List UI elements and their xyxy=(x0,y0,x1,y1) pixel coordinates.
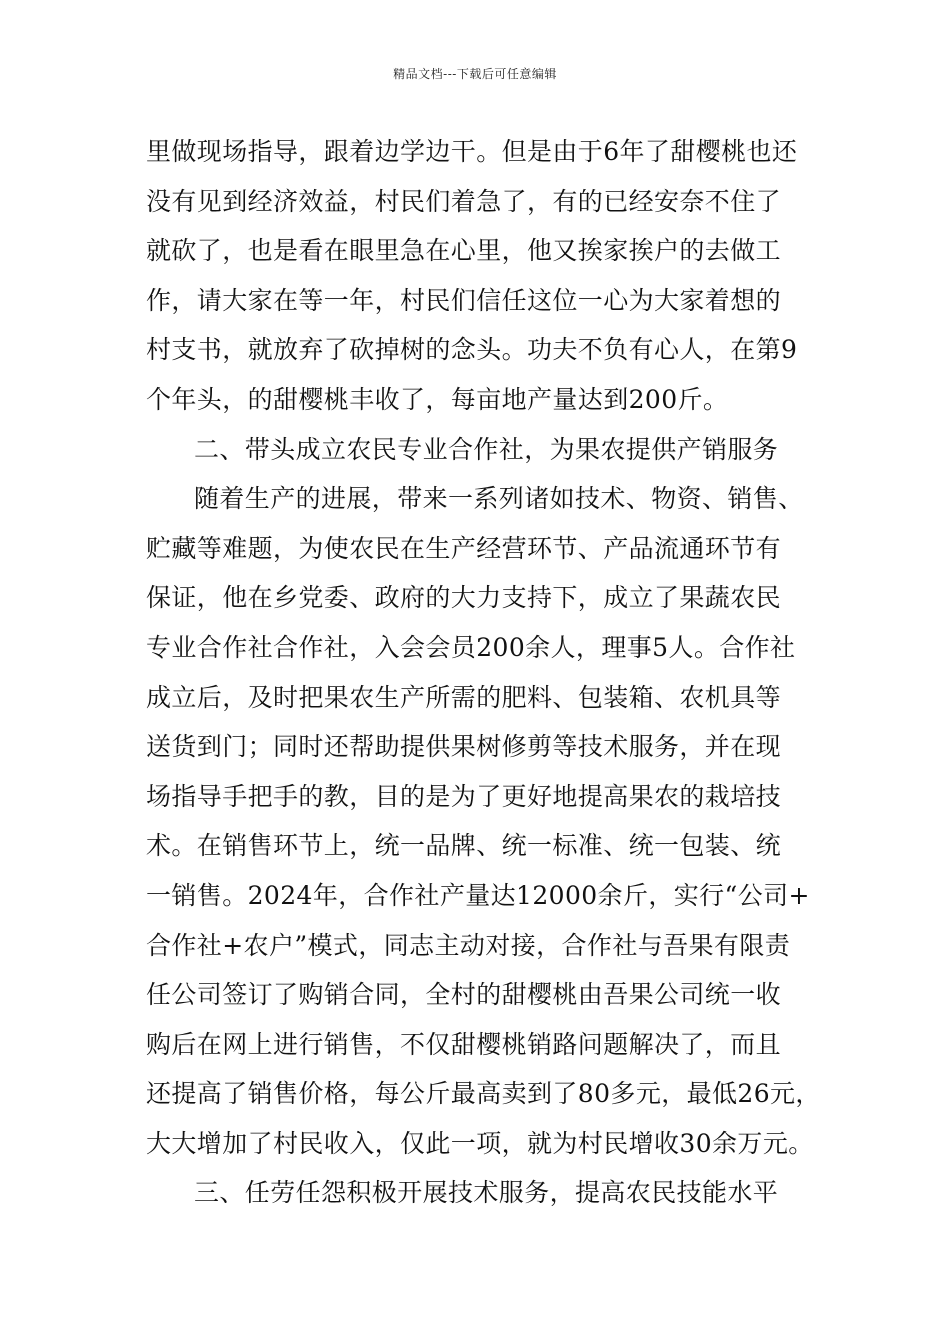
paragraph-line: 成立后，及时把果农生产所需的肥料、包装箱、农机具等 xyxy=(146,682,782,712)
paragraph-line: 没有见到经济效益，村民们着急了，有的已经安奈不住了 xyxy=(146,186,782,216)
paragraph-line: 作，请大家在等一年，村民们信任这位一心为大家着想的 xyxy=(146,285,782,315)
paragraph-line: 送货到门；同时还帮助提供果树修剪等技术服务，并在现 xyxy=(146,732,782,762)
paragraph-line: 大大增加了村民收入，仅此一项，就为村民增收30余万元。 xyxy=(146,1128,814,1158)
paragraph-line: 合作社+农户”模式，同志主动对接，合作社与吾果有限责 xyxy=(146,930,791,960)
page-header: 精品文档---下载后可任意编辑 xyxy=(393,67,557,81)
paragraph-line: 专业合作社合作社，入会会员200余人，理事5人。合作社 xyxy=(146,632,796,662)
document-body xyxy=(146,127,836,1218)
paragraph-line: 任公司签订了购销合同，全村的甜樱桃由吾果公司统一收 xyxy=(146,980,782,1010)
paragraph-line: 保证，他在乡党委、政府的大力支持下，成立了果蔬农民 xyxy=(146,583,782,613)
paragraph-line: 村支书，就放弃了砍掉树的念头。功夫不负有心人，在第9 xyxy=(146,335,798,365)
paragraph-line: 术。在销售环节上，统一品牌、统一标准、统一包装、统 xyxy=(146,831,782,861)
paragraph-line: 还提高了销售价格，每公斤最高卖到了80多元，最低26元， xyxy=(146,1079,821,1109)
paragraph-line: 就砍了，也是看在眼里急在心里，他又挨家挨户的去做工 xyxy=(146,236,782,266)
paragraph-line: 场指导手把手的教，目的是为了更好地提高果农的栽培技 xyxy=(146,781,782,811)
section-heading: 二、带头成立农民专业合作社，为果农提供产销服务 xyxy=(194,434,779,464)
paragraph-line: 个年头，的甜樱桃丰收了，每亩地产量达到200斤。 xyxy=(146,384,729,414)
section-heading: 三、任劳任怨积极开展技术服务，提高农民技能水平 xyxy=(194,1178,779,1208)
paragraph-line: 贮藏等难题，为使农民在生产经营环节、产品流通环节有 xyxy=(146,533,782,563)
paragraph-line: 随着生产的进展，带来一系列诸如技术、物资、销售、 xyxy=(194,484,804,514)
paragraph-line: 购后在网上进行销售，不仅甜樱桃销路问题解决了，而且 xyxy=(146,1029,782,1059)
paragraph-line: 里做现场指导，跟着边学边干。但是由于6年了甜樱桃也还 xyxy=(146,137,798,166)
paragraph-line: 一销售。2024年，合作社产量达12000余斤，实行“公司+ xyxy=(146,880,810,910)
